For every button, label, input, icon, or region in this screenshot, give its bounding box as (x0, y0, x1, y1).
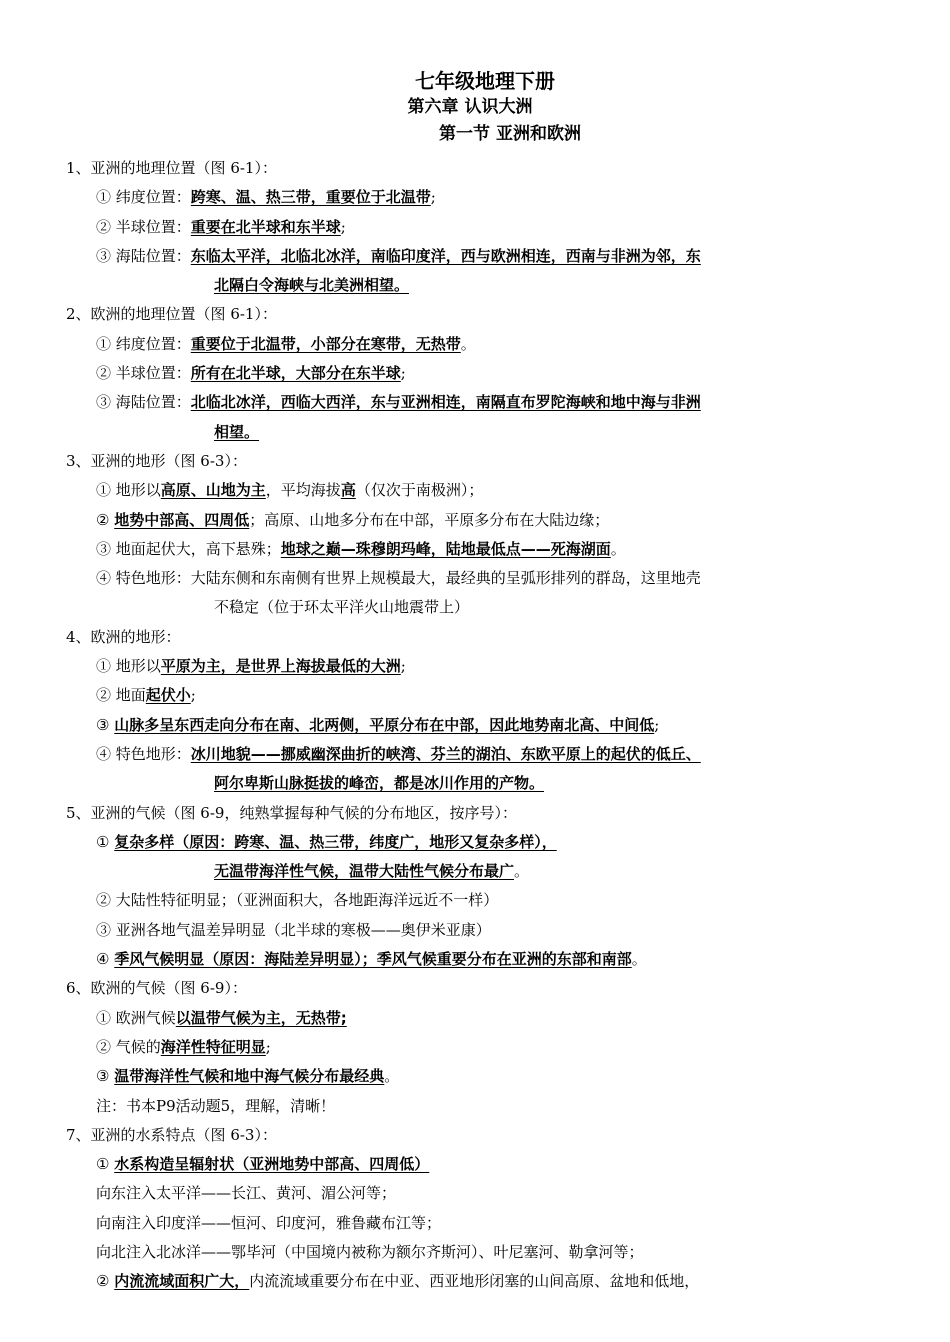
note-text: 不稳定（位于环太平洋火山地震带上） (214, 598, 470, 617)
key-point-text: 无温带海洋性气候，温带大陆性气候分布最广 (214, 862, 515, 881)
note-text: ① (96, 832, 115, 851)
note-line (66, 1004, 896, 1033)
key-point-text: 以温带气候为主，无热带; (175, 1008, 347, 1027)
note-text: ；高原、山地多分布在中部，平原多分布在大陆边缘； (249, 510, 610, 529)
note-line (66, 711, 896, 740)
section-heading (66, 1121, 896, 1150)
note-line (66, 535, 896, 564)
note-text: 1、亚洲的地理位置（图 6-1）： (66, 159, 277, 177)
key-point-text: 高 (340, 481, 356, 500)
note-text: 内流流域重要分布在中亚、西亚地形闭塞的山间高原、盆地和低地， (249, 1272, 700, 1291)
note-line (66, 242, 896, 271)
continuation-line (66, 593, 896, 622)
title-block (0, 68, 950, 148)
section-heading (66, 623, 896, 652)
section-heading (66, 974, 896, 1003)
key-point-text: 水系构造呈辐射状（亚洲地势中部高、四周低） (114, 1155, 430, 1174)
note-text: ③ (96, 715, 115, 734)
note-line (66, 476, 896, 505)
continuation-line (66, 418, 896, 447)
key-point-text: 地势中部高、四周低 (114, 510, 250, 529)
note-text: ④ (96, 950, 115, 969)
note-text: 。 (384, 1067, 400, 1086)
note-text: ② 半球位置： (96, 217, 191, 236)
note-text: 5、亚洲的气候（图 6-9，纯熟掌握每种气候的分布地区，按序号）： (66, 803, 517, 822)
key-point-text: 重要在北半球和东半球 (190, 217, 341, 236)
note-line (66, 1238, 896, 1267)
note-line (66, 388, 896, 417)
note-text: ③ 海陆位置： (96, 393, 191, 412)
note-text: ② (96, 510, 115, 529)
continuation-line (66, 271, 896, 300)
note-text: 。 (460, 334, 476, 353)
note-line (66, 183, 896, 212)
section-heading (66, 300, 896, 329)
continuation-line (66, 769, 896, 798)
section-title: 第一节 亚洲和欧洲 (439, 124, 581, 144)
note-text: ④ 特色地形： (96, 744, 191, 763)
note-text: ② 半球位置： (96, 364, 191, 383)
note-line (66, 828, 896, 857)
key-point-text: 山脉多呈东西走向分布在南、北两侧，平原分布在中部，因此地势南北高、中间低 (114, 715, 655, 734)
note-line (66, 916, 896, 945)
note-text: ; (340, 217, 346, 236)
note-text: 。 (514, 862, 530, 881)
note-line (66, 1092, 896, 1121)
note-line (66, 1267, 896, 1296)
note-text: ① 欧洲气候 (96, 1008, 176, 1027)
note-text: ② (96, 1272, 115, 1291)
key-point-text: 北隔白令海峡与北美洲相望。 (214, 276, 410, 295)
note-text: 4、欧洲的地形： (66, 627, 181, 646)
note-text: 注：书本P9活动题5，理解，清晰！ (96, 1096, 336, 1115)
note-text: 7、亚洲的水系特点（图 6-3）： (66, 1125, 277, 1144)
note-text: 向北注入北冰洋——鄂毕河（中国境内被称为额尔齐斯河）、叶尼塞河、勒拿河等； (96, 1242, 644, 1261)
note-text: ② 气候的 (96, 1037, 161, 1056)
key-point-text: 复杂多样（原因：跨寒、温、热三带，纬度广，地形又复杂多样）， (114, 832, 557, 851)
note-text: ; (190, 686, 196, 705)
note-text: ① 纬度位置： (96, 188, 191, 207)
note-text: ③ 海陆位置： (96, 246, 191, 265)
note-line (66, 1062, 896, 1091)
key-point-text: 重要位于北温带，小部分在寒带，无热带 (190, 334, 461, 353)
note-text: ③ 地面起伏大，高下悬殊； (96, 539, 281, 558)
note-line (66, 1179, 896, 1208)
note-text: 。 (610, 539, 626, 558)
continuation-line (66, 857, 896, 886)
note-text: ④ 特色地形：大陆东侧和东南侧有世界上规模最大，最经典的呈弧形排列的群岛，这里地壳 (96, 569, 701, 588)
key-point-text: 平原为主，是世界上海拔最低的大洲 (160, 657, 401, 676)
note-line (66, 359, 896, 388)
note-text: ; (400, 657, 406, 676)
key-point-text: 起伏小 (145, 686, 191, 705)
note-text: ③ 亚洲各地气温差异明显（北半球的寒极——奥伊米亚康） (96, 920, 491, 939)
key-point-text: 季风气候明显（原因：海陆差异明显）；季风气候重要分布在亚洲的东部和南部 (114, 950, 632, 969)
note-text: ，平均海拔 (265, 481, 341, 500)
note-text: （仅次于南极洲）； (355, 481, 484, 500)
note-text: 2、欧洲的地理位置（图 6-1）： (66, 305, 277, 324)
note-line (66, 1033, 896, 1062)
document-title: 七年级地理下册 (415, 69, 555, 93)
note-text: 6、欧洲的气候（图 6-9）： (66, 979, 247, 998)
note-line (66, 213, 896, 242)
key-point-text: 冰川地貌——挪威幽深曲折的峡湾、芬兰的湖泊、东欧平原上的起伏的低丘、 (190, 744, 701, 763)
note-text: ① 纬度位置： (96, 334, 191, 353)
note-text: ② 大陆性特征明显；（亚洲面积大，各地距海洋远近不一样） (96, 891, 499, 910)
section-heading (66, 799, 896, 828)
key-point-text: 相望。 (214, 422, 260, 441)
note-text: ① (96, 1155, 115, 1174)
key-point-text: 北临北冰洋，西临大西洋，东与亚洲相连，南隔直布罗陀海峡和地中海与非洲 (190, 393, 701, 412)
note-line (66, 564, 896, 593)
note-line (66, 330, 896, 359)
notes-body (66, 154, 896, 1297)
note-text: ① 地形以 (96, 657, 161, 676)
note-line (66, 740, 896, 769)
key-point-text: 东临太平洋，北临北冰洋，南临印度洋，西与欧洲相连，西南与非洲为邻，东 (190, 246, 701, 265)
note-line (66, 652, 896, 681)
note-line (66, 886, 896, 915)
note-text: ; (265, 1037, 271, 1056)
note-line (66, 945, 896, 974)
note-line (66, 681, 896, 710)
section-heading (66, 154, 896, 183)
note-text: 向东注入太平洋——长江、黄河、湄公河等； (96, 1184, 397, 1203)
note-text: ; (430, 188, 436, 207)
note-text: 。 (631, 950, 647, 969)
note-text: ① 地形以 (96, 481, 161, 500)
note-line (66, 1150, 896, 1179)
key-point-text: 海洋性特征明显 (160, 1037, 266, 1056)
note-text: ② 地面 (96, 686, 146, 705)
key-point-text: 所有在北半球，大部分在东半球 (190, 364, 401, 383)
note-line (66, 1209, 896, 1238)
note-text: ③ (96, 1067, 115, 1086)
section-heading (66, 447, 896, 476)
key-point-text: 内流流域面积广大， (114, 1272, 250, 1291)
note-line (66, 506, 896, 535)
key-point-text: 地球之巅—珠穆朗玛峰，陆地最低点——死海湖面 (280, 539, 611, 558)
note-text: 3、亚洲的地形（图 6-3）： (66, 451, 247, 470)
key-point-text: 跨寒、温、热三带，重要位于北温带 (190, 188, 431, 207)
chapter-title: 第六章 认识大洲 (407, 97, 533, 117)
note-text: ; (400, 364, 406, 383)
key-point-text: 阿尔卑斯山脉挺拔的峰峦，都是冰川作用的产物。 (214, 774, 545, 793)
key-point-text: 温带海洋性气候和地中海气候分布最经典 (114, 1067, 385, 1086)
note-text: 向南注入印度洋——恒河、印度河，雅鲁藏布江等； (96, 1213, 442, 1232)
key-point-text: 高原、山地为主 (160, 481, 266, 500)
note-text: ; (654, 715, 660, 734)
